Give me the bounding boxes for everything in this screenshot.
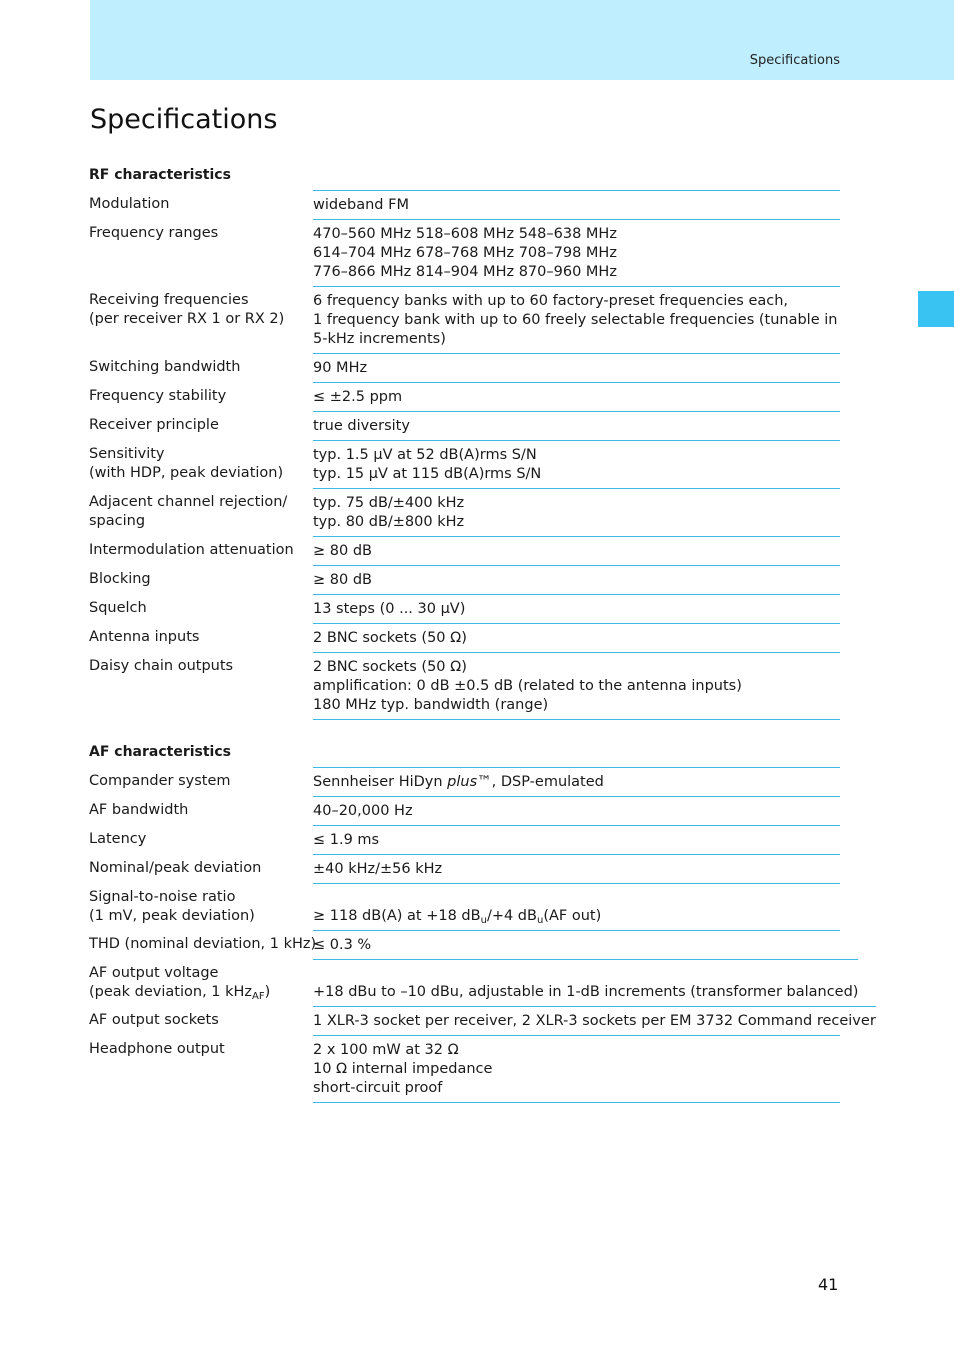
spec-label: Compander system [89,773,231,789]
spec-value: 40–20,000 Hz [313,803,413,819]
spec-row-receiving-frequencies [89,286,840,353]
spec-row-af-output-voltage [89,959,859,1006]
spec-label: Frequency stability [89,388,227,404]
spec-value: ≥ 80 dB [313,543,372,559]
spec-label: AF bandwidth [89,802,189,818]
spec-label: (1 mV, peak deviation) [89,908,255,924]
spec-row-intermodulation-attenuation [89,536,840,565]
spec-row-squelch [89,594,840,623]
rf-characteristics-section [89,167,840,720]
spec-row-switching-bandwidth [89,353,840,382]
spec-value: ≥ 118 dB(A) at +18 $dB_u/+4$ $dB_u(AF$ out) [313,908,602,926]
spec-value: 13 steps (0 ... 30 µV) [313,601,466,617]
spec-row-sensitivity [89,440,840,488]
spec-row-compander-system [89,767,840,796]
page-number: 41 [818,1275,839,1294]
spec-value: typ. 80 dB/±800 kHz [313,514,465,530]
spec-value: 5-kHz increments) [313,331,446,347]
running-header-title: Specifications [749,53,840,68]
header-band [90,0,954,80]
spec-value: 90 MHz [313,360,368,376]
spec-value: 180 MHz typ. bandwidth (range) [313,697,549,713]
spec-label: Frequency ranges [89,225,219,241]
spec-label: Receiver principle [89,417,219,433]
spec-row-frequency-stability [89,382,840,411]
spec-label: (peak deviation, 1 kHz$_{AF}$) [89,984,271,1002]
spec-value: 470–560 MHz 518–608 MHz 548–638 MHz [313,226,617,242]
spec-value: ≤ 0.3 % [313,937,372,953]
spec-row-modulation [89,190,840,219]
spec-row-frequency-ranges [89,219,840,286]
spec-label: Nominal/peak deviation [89,860,262,876]
spec-label: Sensitivity [89,446,165,462]
spec-value: 2 BNC sockets (50 Ω) [313,659,467,675]
spec-value: ≤ ±2.5 ppm [313,389,403,405]
spec-value: Sennheiser HiDyn plus™, DSP-emulated [313,774,604,790]
spec-value: ≤ 1.9 ms [313,832,380,848]
spec-label: Blocking [89,571,151,587]
spec-row-af-bandwidth [89,796,840,825]
spec-label: Modulation [89,196,170,212]
spec-value: ≥ 80 dB [313,572,372,588]
spec-row-nominal-peak-deviation [89,854,840,883]
spec-value: true diversity [313,418,410,434]
spec-value: 776–866 MHz 814–904 MHz 870–960 MHz [313,264,617,280]
spec-label: Receiving frequencies [89,292,249,308]
spec-row-thd [89,930,840,959]
spec-value: 1 XLR-3 socket per receiver, 2 XLR-3 sockets per EM 3732 Command receiver [313,1013,876,1029]
spec-row-daisy-chain-outputs [89,652,840,720]
spec-label: (per receiver RX 1 or RX 2) [89,311,285,327]
spec-value: typ. 15 µV at 115 dB(A)rms S/N [313,466,542,482]
spec-label: spacing [89,513,146,529]
spec-label: Intermodulation attenuation [89,542,294,558]
spec-value: typ. 75 dB/±400 kHz [313,495,465,511]
spec-row-antenna-inputs [89,623,840,652]
spec-value: wideband FM [313,197,409,213]
spec-value: typ. 1.5 µV at 52 dB(A)rms S/N [313,447,537,463]
spec-row-headphone-output [89,1035,840,1103]
spec-row-latency [89,825,840,854]
spec-value: 10 Ω internal impedance [313,1061,493,1077]
spec-label: (with HDP, peak deviation) [89,465,284,481]
spec-value: 2 x 100 mW at 32 Ω [313,1042,459,1058]
spec-label: Adjacent channel rejection/ [89,494,288,510]
spec-label: THD (nominal deviation, 1 kHz) [89,936,317,952]
spec-label: Signal-to-noise ratio [89,889,236,905]
spec-value: 614–704 MHz 678–768 MHz 708–798 MHz [313,245,617,261]
spec-value: amplification: 0 dB ±0.5 dB (related to the antenna inputs) [313,678,742,694]
spec-label: Switching bandwidth [89,359,241,375]
spec-label: Daisy chain outputs [89,658,234,674]
spec-value: 2 BNC sockets (50 Ω) [313,630,467,646]
spec-value: +18 dBu to –10 dBu, adjustable in 1-dB increments (transformer balanced) [313,984,859,1000]
af-spec-table [89,767,876,1103]
spec-label: Headphone output [89,1041,225,1057]
af-characteristics-section [89,744,876,1103]
spec-row-af-output-sockets [89,1006,876,1035]
spec-label: AF output voltage [89,965,219,981]
spec-value: 1 frequency bank with up to 60 freely selectable frequencies (tunable in [313,312,838,328]
spec-value: short-circuit proof [313,1080,443,1096]
spec-label: Antenna inputs [89,629,200,645]
spec-row-blocking [89,565,840,594]
spec-value: ±40 kHz/±56 kHz [313,861,443,877]
spec-row-signal-to-noise-ratio [89,883,840,930]
spec-value: 6 frequency banks with up to 60 factory-preset frequencies each, [313,293,789,309]
spec-row-receiver-principle [89,411,840,440]
page-title: Specifications [90,104,278,135]
rf-section-heading: RF characteristics [89,167,231,183]
section-thumb-tab [918,291,954,327]
rf-spec-table [89,190,840,720]
spec-row-adjacent-channel-rejection [89,488,840,536]
af-section-heading: AF characteristics [89,744,231,760]
spec-label: Latency [89,831,147,847]
spec-label: Squelch [89,600,147,616]
spec-label: AF output sockets [89,1012,219,1028]
